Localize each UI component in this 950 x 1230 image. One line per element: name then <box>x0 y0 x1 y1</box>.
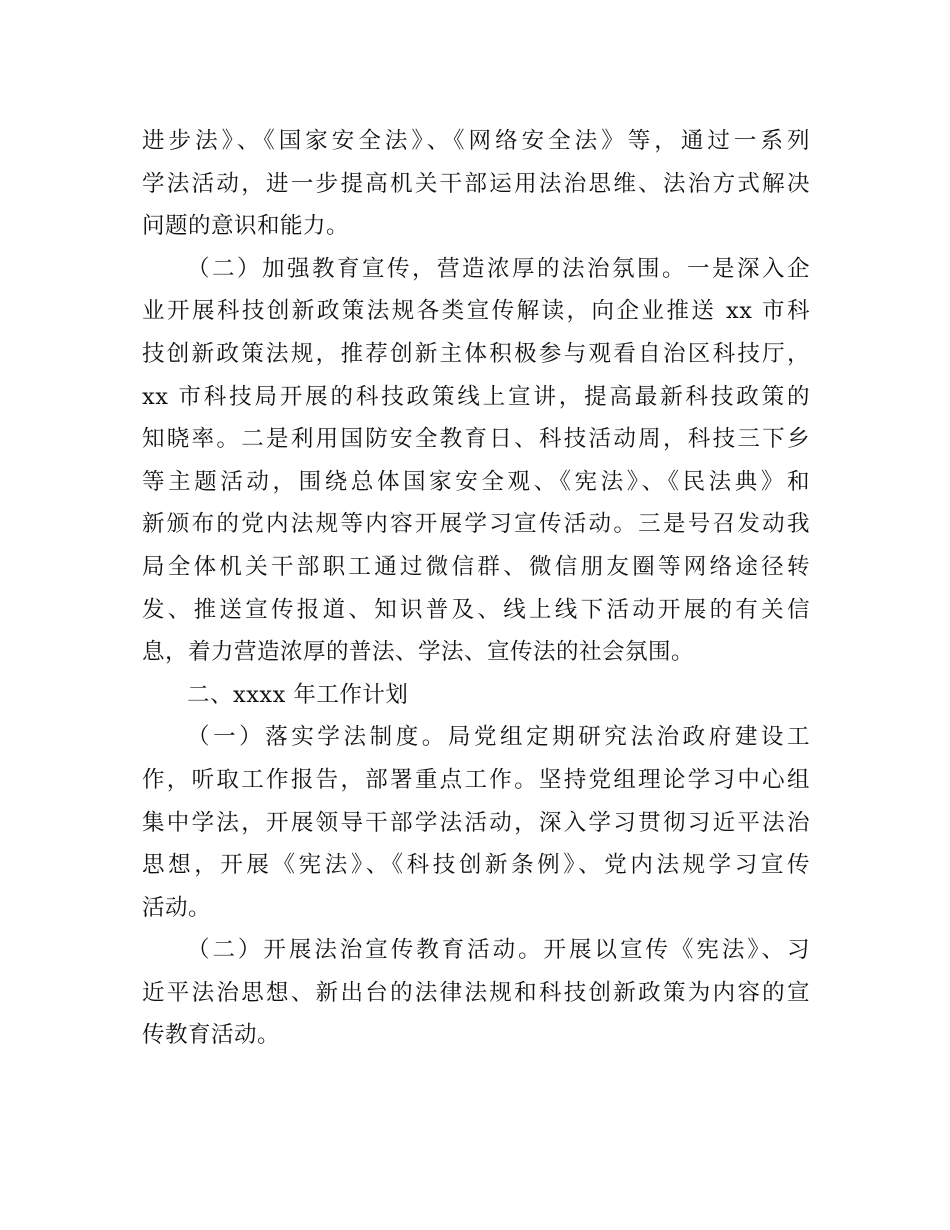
text-line: 息，着力营造浓厚的普法、学法、宣传法的社会氛围。 <box>142 639 695 666</box>
paragraph-law-study-system <box>142 716 810 929</box>
text-line: 近平法治思想、新出台的法律法规和科技创新政策为内容的宣 <box>142 979 810 1006</box>
text-line: 问题的意识和能力。 <box>142 213 350 240</box>
text-line: 等主题活动，围绕总体国家安全观、《宪法》、《民法典》和 <box>142 468 810 495</box>
text-line: 传教育活动。 <box>142 1022 281 1049</box>
text-line: 学法活动，进一步提高机关干部运用法治思维、法治方式解决 <box>142 170 810 197</box>
paragraph-legal-publicity-activities <box>142 929 810 1057</box>
text-line: （一）落实学法制度。局党组定期研究法治政府建设工 <box>187 724 810 751</box>
text-line: 新颁布的党内法规等内容开展学习宣传活动。三是号召发动我 <box>142 511 810 538</box>
text-line: 业开展科技创新政策法规各类宣传解读，向企业推送 xx 市科 <box>142 298 810 325</box>
text-line: 思想，开展《宪法》、《科技创新条例》、党内法规学习宣传 <box>142 852 810 879</box>
text-line: （二）开展法治宣传教育活动。开展以宣传《宪法》、习 <box>187 937 810 964</box>
text-line: 技创新政策法规，推荐创新主体积极参与观看自治区科技厅， <box>142 340 810 367</box>
section-heading-work-plan <box>142 674 810 717</box>
text-line: xx 市科技局开展的科技政策线上宣讲，提高最新科技政策的 <box>142 383 810 410</box>
paragraph-law-study-continued <box>142 120 810 248</box>
text-line: （二）加强教育宣传，营造浓厚的法治氛围。一是深入企 <box>187 255 810 282</box>
section-heading: 二、xxxx 年工作计划 <box>187 681 409 708</box>
text-line: 进步法》、《国家安全法》、《网络安全法》等，通过一系列 <box>142 128 810 154</box>
text-line: 局全体机关干部职工通过微信群、微信朋友圈等网络途径转 <box>142 553 810 580</box>
text-line: 作，听取工作报告，部署重点工作。坚持党组理论学习中心组 <box>142 766 810 793</box>
paragraph-education-publicity <box>142 248 810 674</box>
text-line: 活动。 <box>142 894 212 921</box>
text-line: 集中学法，开展领导干部学法活动，深入学习贯彻习近平法治 <box>142 809 810 836</box>
document-page <box>142 120 810 1057</box>
text-line: 知晓率。二是利用国防安全教育日、科技活动周，科技三下乡 <box>142 426 810 453</box>
text-line: 发、推送宣传报道、知识普及、线上线下活动开展的有关信 <box>142 596 810 623</box>
